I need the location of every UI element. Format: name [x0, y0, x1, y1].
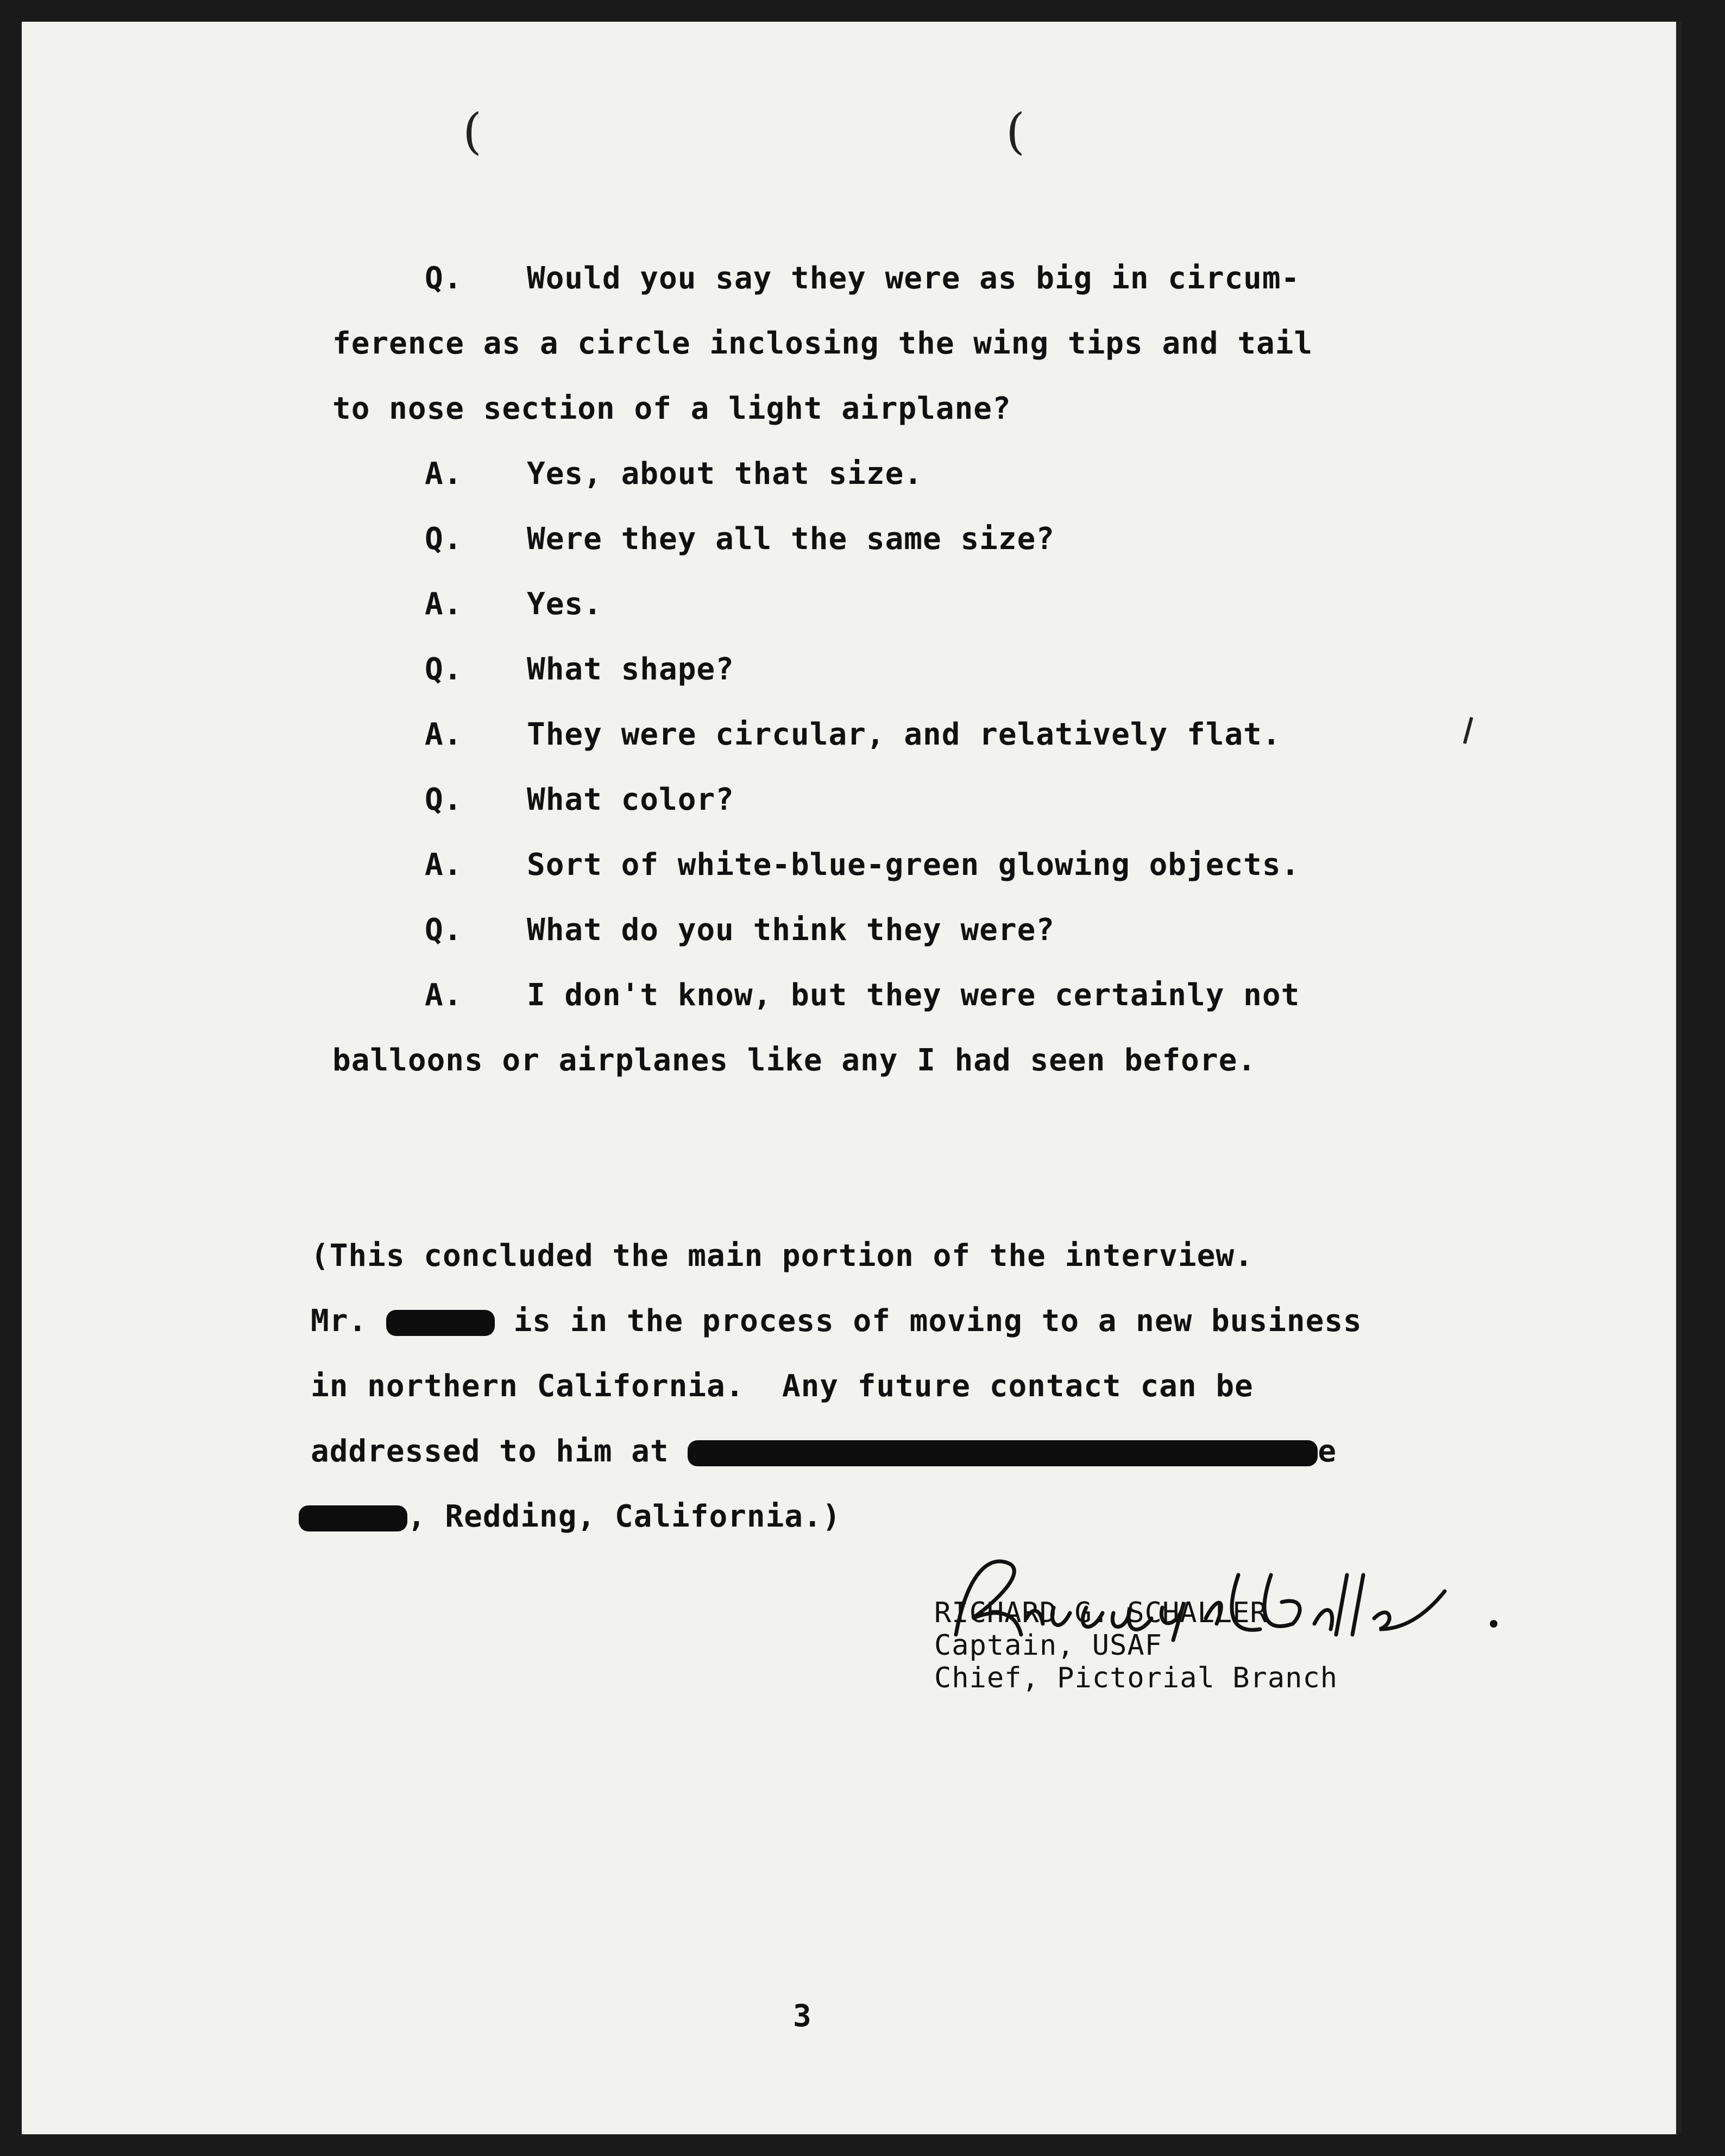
transcript-line: Yes, about that size.	[527, 456, 923, 491]
answer-marker: A.	[425, 587, 463, 622]
transcript-line: balloons or airplanes like any I had seen before.	[332, 1043, 1257, 1078]
transcript-line: Sort of white-blue-green glowing objects.	[527, 847, 1300, 882]
signatory-title: Chief, Pictorial Branch	[934, 1662, 1338, 1694]
hole-mark-left: (	[463, 103, 482, 160]
transcript-line: What do you think they were?	[527, 912, 1055, 948]
closing-line-3: in northern California. Any future contact can be	[311, 1369, 1254, 1404]
signatory-rank: Captain, USAF	[934, 1629, 1162, 1662]
transcript-line: What color?	[527, 782, 734, 817]
question-marker: Q.	[425, 912, 463, 948]
question-marker: Q.	[425, 521, 463, 557]
signatory-name: RICHARD G. SCHALLER	[934, 1597, 1268, 1629]
redacted-street	[299, 1505, 407, 1531]
redacted-name	[386, 1310, 495, 1336]
question-marker: Q.	[425, 652, 463, 687]
document-page	[22, 22, 1682, 2134]
closing-line-1: (This concluded the main portion of the interview.	[311, 1238, 1254, 1274]
transcript-line: Yes.	[527, 587, 602, 622]
question-marker: Q.	[425, 261, 463, 296]
page-edge-shadow	[1676, 22, 1682, 2134]
question-marker: Q.	[425, 782, 463, 817]
transcript-line: What shape?	[527, 652, 734, 687]
transcript-line: Were they all the same size?	[527, 521, 1055, 557]
hole-mark-right: (	[1006, 103, 1025, 160]
transcript-line: Would you say they were as big in circum-	[527, 261, 1300, 296]
transcript-line: ference as a circle inclosing the wing tips and tail	[332, 326, 1313, 361]
answer-marker: A.	[425, 456, 463, 491]
closing-line-5: , Redding, California.)	[299, 1499, 841, 1534]
closing-line-4: addressed to him at e	[311, 1434, 1337, 1469]
answer-marker: A.	[425, 847, 463, 882]
transcript-line: to nose section of a light airplane?	[332, 391, 1011, 426]
signature-block	[934, 1597, 1338, 1694]
redacted-address	[688, 1440, 1318, 1466]
page-number: 3	[793, 1999, 811, 2034]
answer-marker: A.	[425, 978, 463, 1013]
transcript-line: I don't know, but they were certainly not	[527, 978, 1300, 1013]
transcript-line: They were circular, and relatively flat.	[527, 717, 1281, 752]
answer-marker: A.	[425, 717, 463, 752]
closing-line-2: Mr. is in the process of moving to a new business	[311, 1303, 1362, 1339]
